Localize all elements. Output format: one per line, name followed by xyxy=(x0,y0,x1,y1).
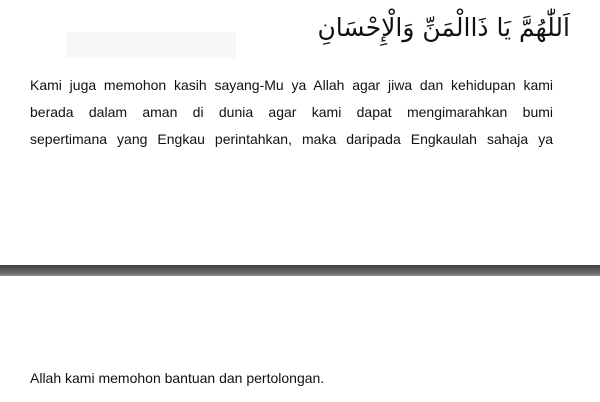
document-page-2 xyxy=(0,276,600,402)
page-2-paragraph: Allah kami memohon bantuan dan pertolongan. xyxy=(30,370,325,386)
page-1-paragraph xyxy=(30,72,553,153)
faint-background-block xyxy=(66,32,236,58)
arabic-prayer-heading: اَللّٰهُمَّ يَا ذَاالْمَنِّ وَالْإِحْسَانِ xyxy=(317,13,570,42)
paragraph-line-1: Kami juga memohon kasih sayang-Mu ya Allah agar jiwa dan kehidupan kami xyxy=(30,77,553,93)
paragraph-line-3: sepertimana yang Engkau perintahkan, maka daripada Engkaulah sahaja ya xyxy=(30,131,553,147)
page-separator xyxy=(0,265,600,276)
paragraph-line-2: berada dalam aman di dunia agar kami dapat mengimarahkan bumi xyxy=(30,104,553,120)
